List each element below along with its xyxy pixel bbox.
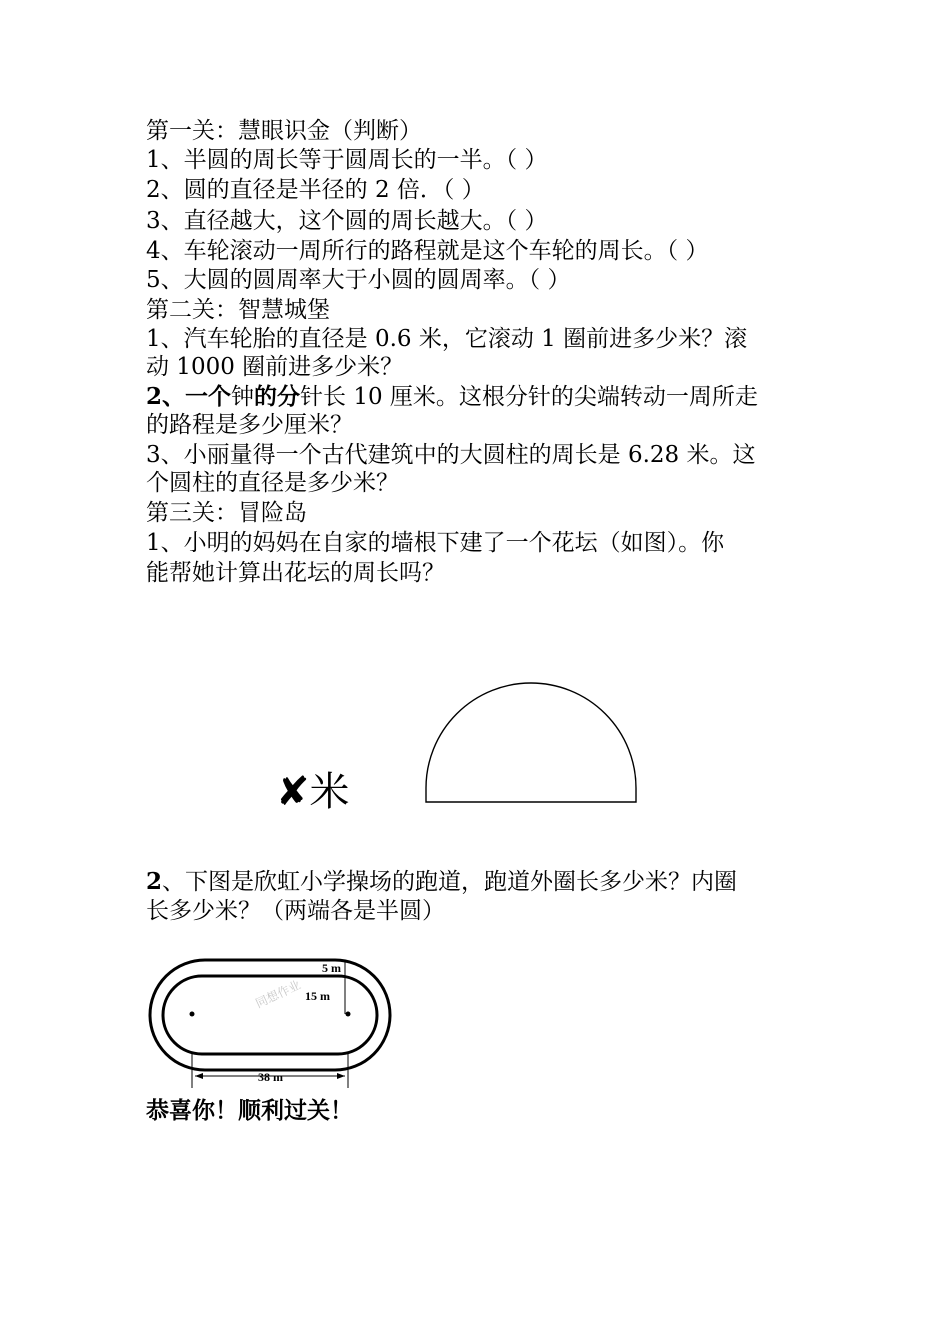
q2-bold-part-2: 的分 bbox=[254, 383, 301, 410]
running-track-figure bbox=[140, 950, 400, 1100]
level1-question-4: 4、车轮滚动一周所行的路程就是这个车轮的周长。（ ） bbox=[146, 238, 709, 264]
level2-question-2-line1 bbox=[146, 383, 758, 411]
level2-question-3-line2: 个圆柱的直径是多少米？ bbox=[146, 470, 399, 496]
closing-message: 恭喜你！顺利过关！ bbox=[146, 1097, 353, 1124]
question-number: 2 bbox=[146, 868, 163, 895]
unit-meter: 米 bbox=[309, 769, 350, 815]
level3-question-2-line1 bbox=[146, 868, 737, 896]
level2-question-1-line2: 动 1000 圈前进多少米？ bbox=[146, 354, 404, 380]
level2-question-3-line1: 3、小丽量得一个古代建筑中的大圆柱的周长是 6.28 米。这 bbox=[146, 442, 756, 468]
x-variable: ✘ bbox=[276, 769, 310, 815]
q2-bold-part: 2、一个 bbox=[146, 383, 232, 410]
level1-question-5: 5、大圆的圆周率大于小圆的圆周率。（ ） bbox=[146, 267, 571, 293]
level3-question-2-line2: 长多少米？（两端各是半圆） bbox=[146, 898, 445, 924]
level1-question-2: 2、圆的直径是半径的 2 倍．（ ） bbox=[146, 177, 485, 203]
q2-rest: 针长 10 厘米。这根分针的尖端转动一周所走 bbox=[300, 384, 758, 410]
semicircle-figure bbox=[420, 678, 642, 808]
level1-question-1: 1、半圆的周长等于圆周长的一半。（ ） bbox=[146, 147, 548, 173]
level2-question-2-line2: 的路程是多少厘米？ bbox=[146, 412, 353, 438]
level1-title: 第一关：慧眼识金（判断） bbox=[146, 118, 422, 144]
q2-normal-part: 钟 bbox=[231, 384, 255, 410]
label-38m: 38 m bbox=[258, 1070, 283, 1084]
level1-question-3: 3、直径越大，这个圆的周长越大。（ ） bbox=[146, 208, 548, 234]
level3-question-1-line2: 能帮她计算出花坛的周长吗？ bbox=[146, 560, 445, 586]
label-5m: 5 m bbox=[322, 961, 341, 975]
level2-question-1-line1: 1、汽车轮胎的直径是 0.6 米，它滚动 1 圈前进多少米？滚 bbox=[146, 326, 748, 352]
label-15m: 15 m bbox=[305, 989, 330, 1003]
level3-title: 第三关：冒险岛 bbox=[146, 500, 307, 526]
diameter-label bbox=[276, 768, 350, 816]
level2-title: 第二关：智慧城堡 bbox=[146, 297, 330, 323]
watermark: 同想作业 bbox=[253, 977, 303, 1011]
level3-question-1-line1: 1、小明的妈妈在自家的墙根下建了一个花坛（如图）。你 bbox=[146, 530, 725, 556]
question-text: 、下图是欣虹小学操场的跑道，跑道外圈长多少米？内圈 bbox=[162, 869, 738, 895]
